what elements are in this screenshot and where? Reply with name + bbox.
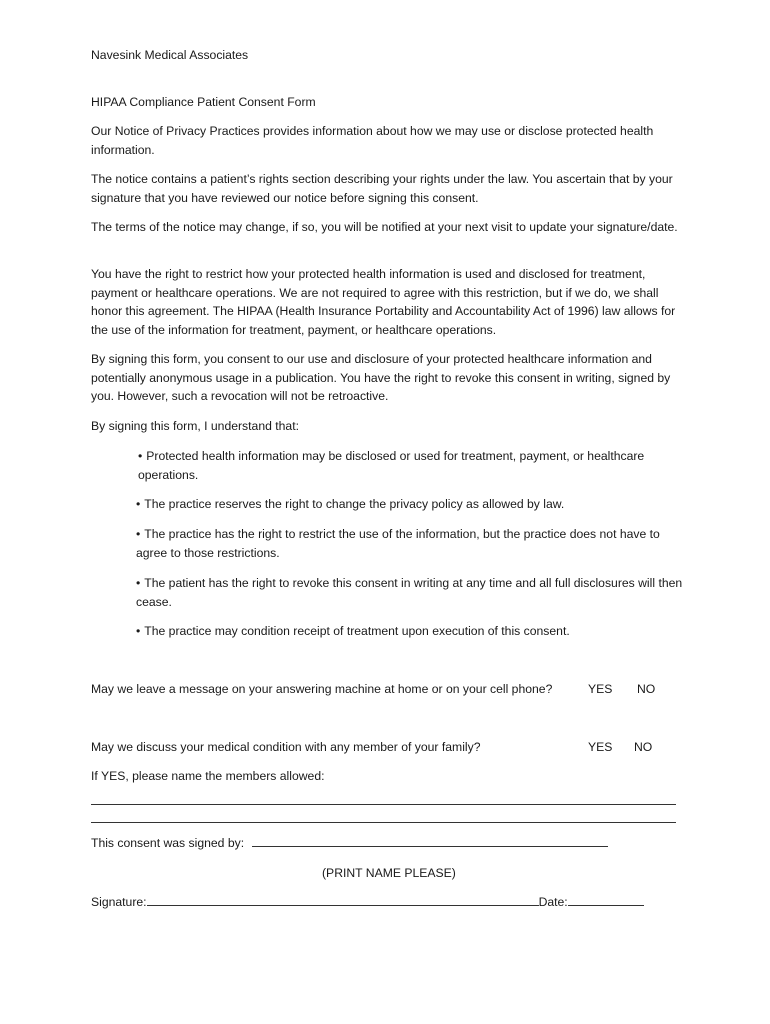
bullet-dot-icon: • — [136, 527, 141, 541]
members-line-2[interactable] — [91, 822, 676, 823]
bullet-item: • The practice reserves the right to change the privacy policy as allowed by law. — [136, 497, 565, 511]
organization-name: Navesink Medical Associates — [91, 48, 249, 62]
bullet-dot-icon: • — [136, 497, 141, 511]
bullet-item: • The patient has the right to revoke this consent in writing at any time and all full disclosures will then cease. — [136, 576, 683, 609]
question-text: May we leave a message on your answering machine at home or on your cell phone? — [91, 682, 553, 696]
yes-option[interactable]: YES — [588, 740, 613, 754]
signature-line[interactable] — [147, 893, 539, 906]
signed-by-row — [91, 834, 686, 853]
bullet-item: • The practice has the right to restrict the use of the information, but the practice does not have to agree to those restrictions. — [136, 527, 660, 560]
paragraph-privacy-notice: Our Notice of Privacy Practices provides information about how we may use or disclose protected health information. — [91, 124, 654, 157]
question-family-discussion — [91, 738, 671, 757]
paragraph-patient-rights: The notice contains a patient’s rights section describing your rights under the law. You ascertain that by your signature that you have reviewed our notice before signing this consent. — [91, 172, 673, 205]
bullet-dot-icon: • — [136, 624, 141, 638]
form-title: HIPAA Compliance Patient Consent Form — [91, 95, 316, 109]
signature-row — [91, 893, 686, 912]
paragraph-restriction-rights: You have the right to restrict how your protected health information is used and disclosed for treatment, payment or healthcare operations. We are not required to agree with this restriction, but if we do, we shall honor this agreement. The HIPAA (Health Insurance Portability and Accountability Act of 1996) law allows for the use of the information for treatment, payment, or healthcare operations. — [91, 267, 676, 337]
bullet-item: • Protected health information may be disclosed or used for treatment, payment, or healthcare operations. — [138, 449, 645, 482]
bullet-dot-icon: • — [136, 576, 141, 590]
date-line[interactable] — [568, 893, 644, 906]
question-text: May we discuss your medical condition with any member of your family? — [91, 740, 481, 754]
print-name-note: (PRINT NAME PLEASE) — [322, 866, 456, 880]
paragraph-understand: By signing this form, I understand that: — [91, 419, 299, 433]
bullet-dot-icon: • — [138, 449, 143, 463]
paragraph-consent-use: By signing this form, you consent to our use and disclosure of your protected healthcare information and potentially anonymous usage in a publication. You have the right to revoke this consent in writing, signed by you. However, such a revocation will not be retroactive. — [91, 352, 671, 403]
yes-option[interactable]: YES — [588, 682, 613, 696]
signed-by-line[interactable] — [252, 834, 608, 847]
signature-label: Signature: — [91, 895, 147, 909]
no-option[interactable]: NO — [634, 740, 653, 754]
members-line-1[interactable] — [91, 804, 676, 805]
members-label: If YES, please name the members allowed: — [91, 769, 325, 783]
question-answering-machine — [91, 680, 671, 699]
signed-by-label: This consent was signed by: — [91, 836, 245, 850]
paragraph-terms-change: The terms of the notice may change, if so, you will be notified at your next visit to update your signature/date. — [91, 220, 678, 234]
no-option[interactable]: NO — [637, 682, 656, 696]
bullet-item: • The practice may condition receipt of treatment upon execution of this consent. — [136, 624, 570, 638]
date-label: Date: — [538, 895, 568, 909]
